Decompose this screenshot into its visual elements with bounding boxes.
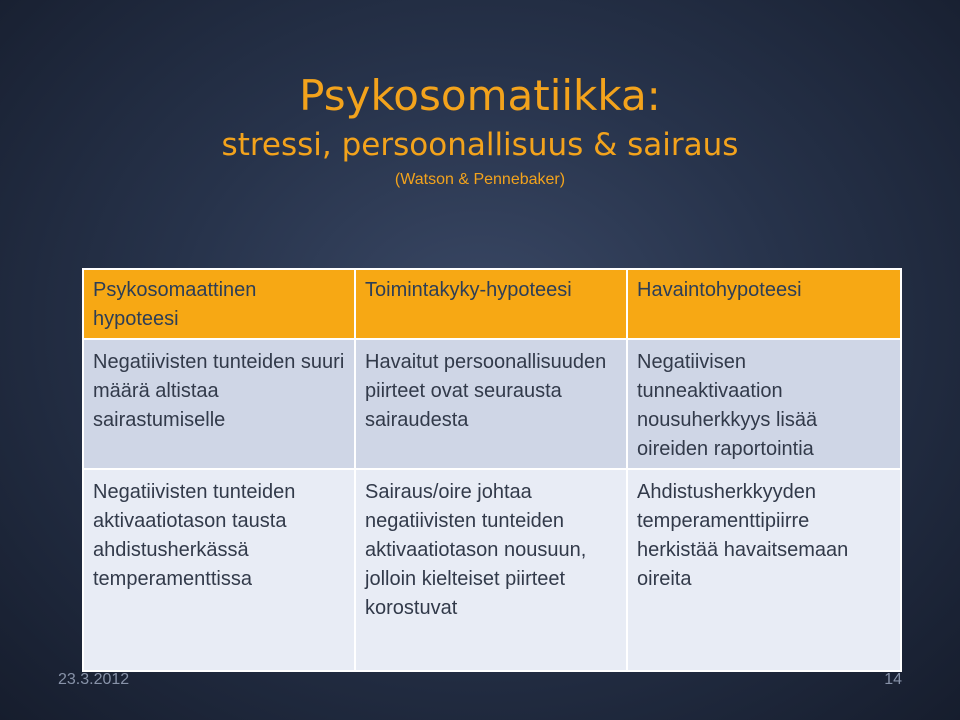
table-cell: Sairaus/oire johtaa negatiivisten tunteiden aktivaatiotason nousuun, jolloin kielteiset piirteet korostuvat [355,469,627,671]
slide-citation: (Watson & Pennebaker) [394,171,566,188]
table-cell: Ahdistusherkkyyden temperamenttipiirre herkistää havaitsemaan oireita [627,469,901,671]
table-cell: Negatiivisten tunteiden suuri määrä altistaa sairastumiselle [83,339,355,469]
table-cell: Negatiivisten tunteiden aktivaatiotason tausta ahdistusherkässä temperamenttissa [83,469,355,671]
hypotheses-table-grid [82,268,902,672]
table-row [83,469,901,671]
slide-title: Psykosomatiikka: [299,71,661,120]
table-header-row [83,269,901,339]
table-row [83,339,901,469]
table-cell: Havaitut persoonallisuuden piirteet ovat seurausta sairaudesta [355,339,627,469]
header-perception-hypothesis: Havaintohypoteesi [627,269,901,339]
footer-page-number: 14 [884,671,902,688]
header-functional-hypothesis: Toimintakyky-hypoteesi [355,269,627,339]
slide-subtitle: stressi, persoonallisuus & sairaus [221,127,739,163]
footer-date: 23.3.2012 [58,671,130,688]
table-cell: Negatiivisen tunneaktivaation nousuherkkyys lisää oireiden raportointia [627,339,901,469]
header-psychosomatic-hypothesis: Psykosomaattinen hypoteesi [83,269,355,339]
hypotheses-table [82,268,900,672]
